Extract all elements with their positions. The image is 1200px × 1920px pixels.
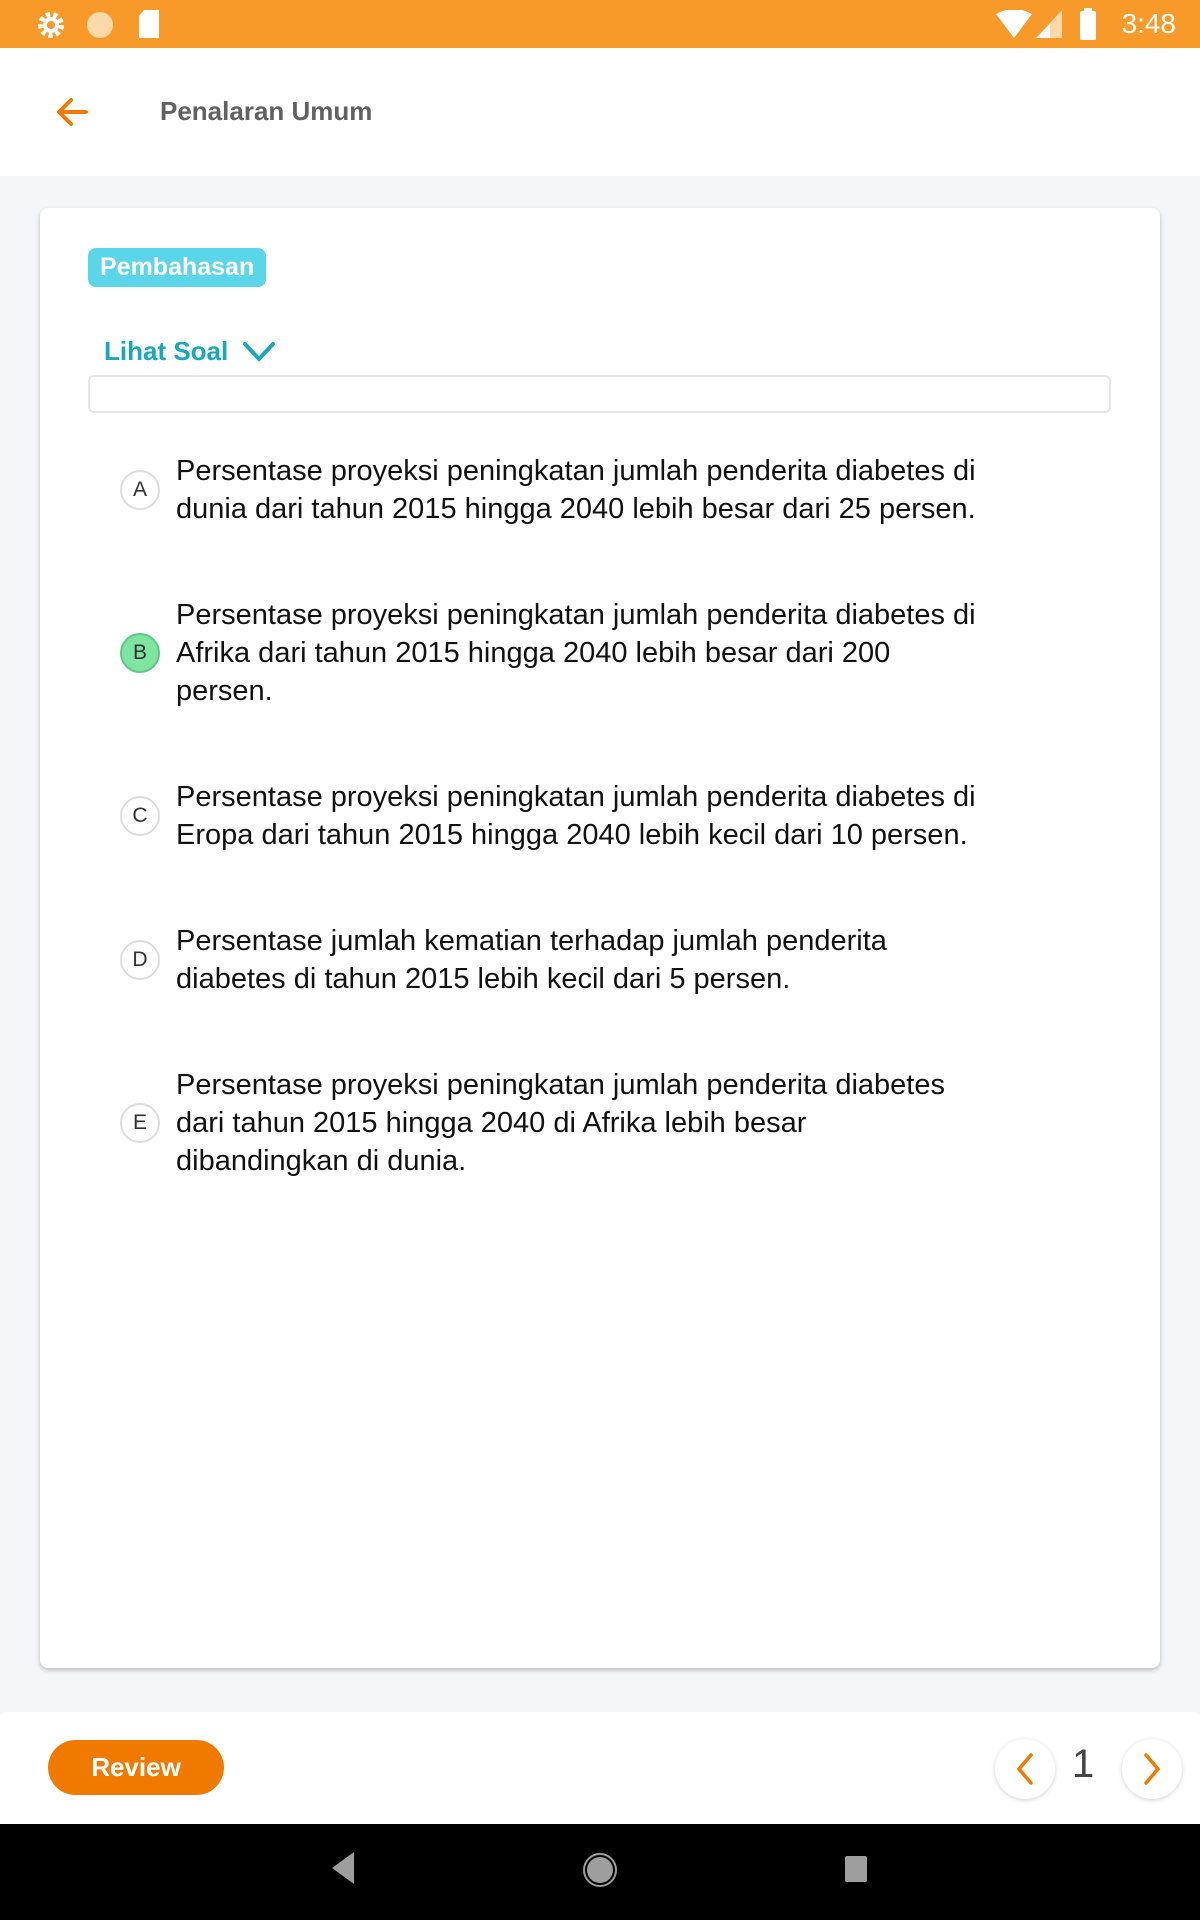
lihat-soal-label: Lihat Soal xyxy=(104,336,229,366)
clock: 3:48 xyxy=(1121,8,1176,39)
chevron-left-icon xyxy=(1013,1751,1037,1787)
option-text xyxy=(176,922,887,998)
app-header xyxy=(0,48,1200,176)
sun-icon xyxy=(85,10,115,40)
nav-recents-icon[interactable] xyxy=(843,1854,869,1884)
footer-bar xyxy=(0,1712,1200,1824)
review-button[interactable]: Review xyxy=(48,1740,224,1795)
option-text xyxy=(176,452,976,528)
option-text-line: Persentase jumlah kematian terhadap jumlah penderita xyxy=(176,925,887,957)
arrow-left-icon[interactable] xyxy=(52,92,92,132)
explanation-card xyxy=(40,208,1160,1668)
answer-option-a[interactable] xyxy=(96,452,1096,528)
option-text xyxy=(176,778,976,854)
option-text-line: dari tahun 2015 hingga 2040 di Afrika lebih besar xyxy=(176,1107,807,1139)
option-text-line: Afrika dari tahun 2015 hingga 2040 lebih besar dari 200 xyxy=(176,637,891,669)
option-text-line: Persentase proyeksi peningkatan jumlah penderita diabetes di xyxy=(176,781,976,813)
option-text xyxy=(176,596,976,710)
chevron-right-icon xyxy=(1140,1751,1164,1787)
signal-icon xyxy=(1036,10,1062,38)
answer-option-c[interactable] xyxy=(96,778,1096,854)
option-text-line: Persentase proyeksi peningkatan jumlah penderita diabetes xyxy=(176,1069,945,1101)
nav-back-icon[interactable] xyxy=(330,1850,356,1886)
wifi-icon xyxy=(996,10,1032,38)
previous-button[interactable] xyxy=(995,1739,1055,1799)
answer-option-d[interactable] xyxy=(96,922,1096,998)
next-button[interactable] xyxy=(1122,1739,1182,1799)
nav-home-icon[interactable] xyxy=(582,1850,618,1890)
page-number: 1 xyxy=(1072,1742,1095,1786)
option-letter: E xyxy=(120,1103,160,1143)
lihat-soal-toggle[interactable] xyxy=(104,336,276,367)
option-text-line: diabetes di tahun 2015 lebih kecil dari 5 persen. xyxy=(176,963,791,995)
option-letter: C xyxy=(120,796,160,836)
pembahasan-badge: Pembahasan xyxy=(88,248,266,287)
answer-option-b[interactable] xyxy=(96,596,1096,710)
option-letter: A xyxy=(120,470,160,510)
gear-icon xyxy=(36,10,66,40)
system-nav-bar xyxy=(0,1824,1200,1920)
chevron-down-icon xyxy=(242,341,276,363)
option-text-line: Persentase proyeksi peningkatan jumlah penderita diabetes di xyxy=(176,455,976,487)
option-text xyxy=(176,1066,945,1180)
question-box xyxy=(88,375,1111,413)
option-text-line: Eropa dari tahun 2015 hingga 2040 lebih kecil dari 10 persen. xyxy=(176,819,968,851)
status-bar xyxy=(0,0,1200,48)
option-text-line: Persentase proyeksi peningkatan jumlah penderita diabetes di xyxy=(176,599,976,631)
page-title: Penalaran Umum xyxy=(160,96,373,126)
answer-option-e[interactable] xyxy=(96,1066,1096,1180)
option-text-line: persen. xyxy=(176,675,273,707)
option-text-line: dunia dari tahun 2015 hingga 2040 lebih besar dari 25 persen. xyxy=(176,493,976,525)
answer-options xyxy=(96,452,1096,1248)
option-text-line: dibandingkan di dunia. xyxy=(176,1145,467,1177)
sd-card-icon xyxy=(136,9,162,39)
battery-icon xyxy=(1080,8,1096,40)
option-letter: D xyxy=(120,940,160,980)
option-letter: B xyxy=(120,633,160,673)
